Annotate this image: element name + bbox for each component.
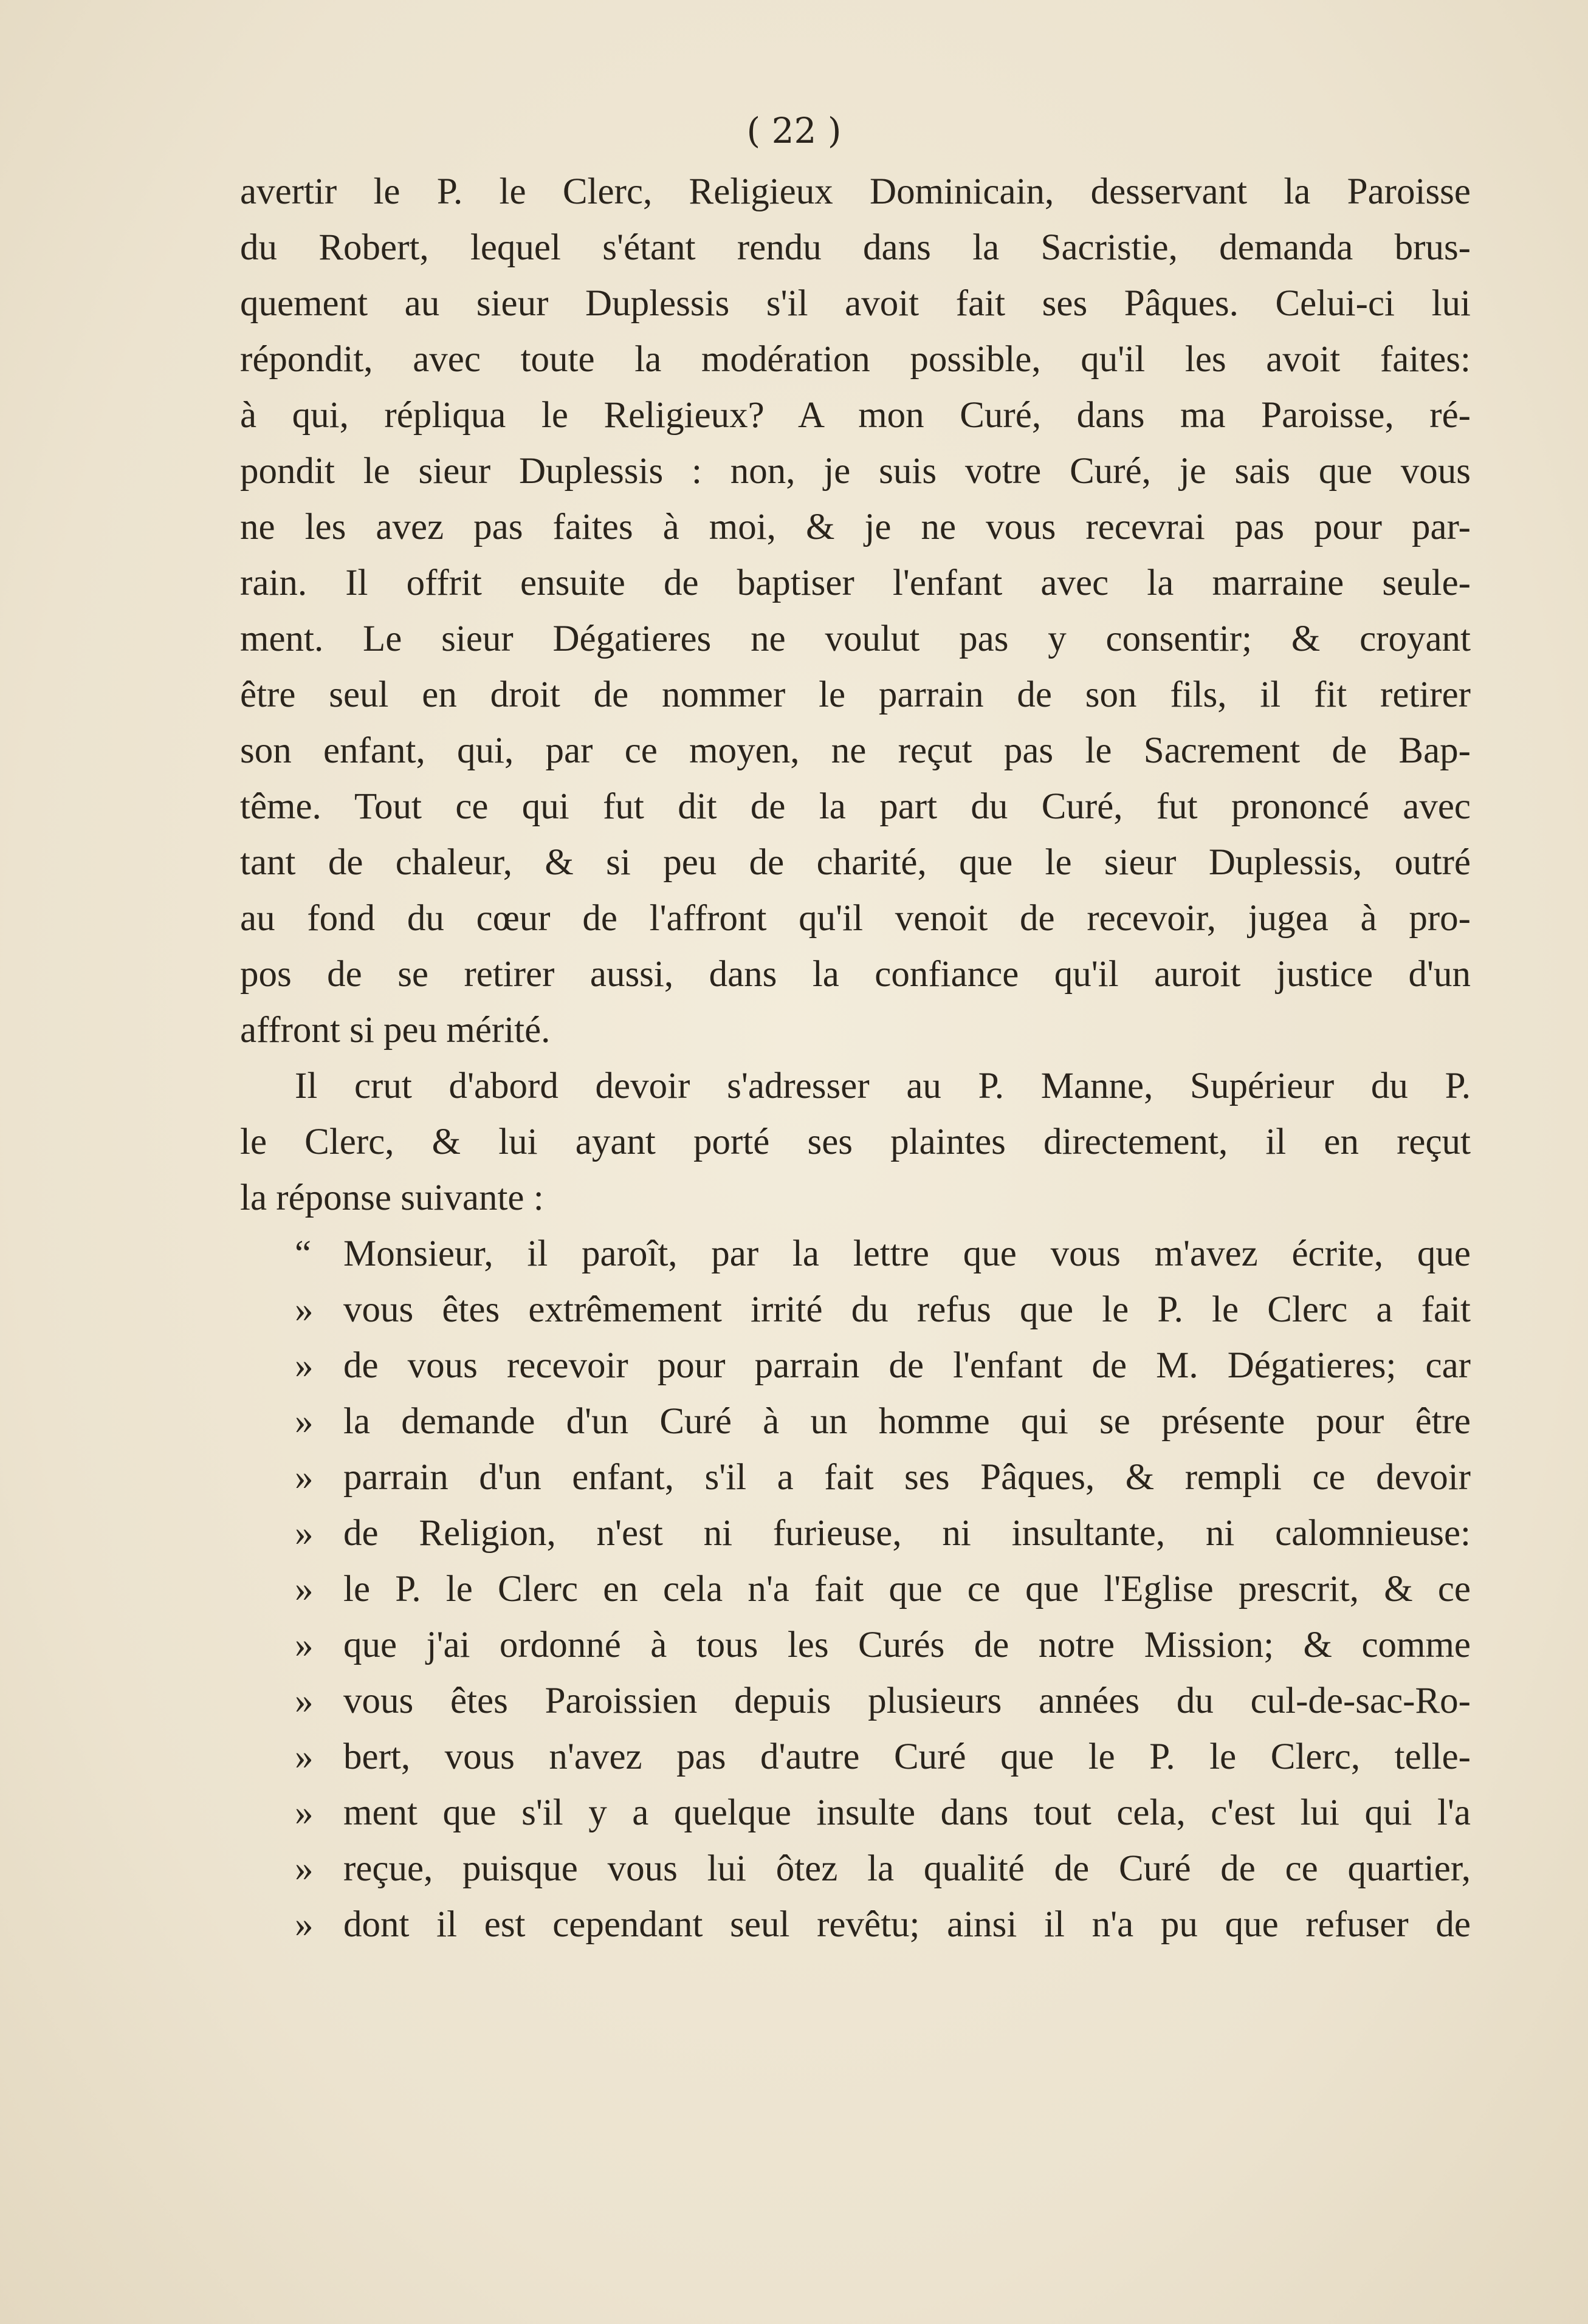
letter-line xyxy=(295,1785,1471,1841)
letter-text: parrain d'un enfant, s'il a fait ses Pâques, & rempli ce devoir xyxy=(343,1457,1471,1498)
text-line: quement au sieur Duplessis s'il avoit fait ses Pâques. Celui-ci lui xyxy=(240,283,1471,324)
letter-text: ment que s'il y a quelque insulte dans tout cela, c'est lui qui l'a xyxy=(343,1792,1471,1833)
page-number: ( 22 ) xyxy=(746,110,842,151)
letter-line xyxy=(295,1450,1471,1506)
text-line: affront si peu mérité. xyxy=(240,1010,551,1051)
letter-line xyxy=(295,1617,1471,1673)
letter-text: vous êtes Paroissien depuis plusieurs années du cul-de-sac-Ro- xyxy=(343,1681,1471,1721)
text-line: rain. Il offrit ensuite de baptiser l'enfant avec la marraine seule- xyxy=(240,563,1471,603)
text-line: tême. Tout ce qui fut dit de la part du Curé, fut prononcé avec xyxy=(240,786,1471,827)
quote-mark: » xyxy=(295,1289,314,1330)
text-line: du Robert, lequel s'étant rendu dans la Sacristie, demanda brus- xyxy=(240,227,1471,268)
letter-text: dont il est cependant seul revêtu; ainsi il n'a pu que refuser de xyxy=(343,1904,1471,1945)
letter-text: que j'ai ordonné à tous les Curés de notre Mission; & comme xyxy=(343,1625,1471,1665)
text-line: ment. Le sieur Dégatieres ne voulut pas y consentir; & croyant xyxy=(240,619,1471,659)
paragraph-2 xyxy=(240,1058,1471,1226)
letter-line xyxy=(295,1394,1471,1450)
letter-line xyxy=(295,1506,1471,1561)
letter-text: de Religion, n'est ni furieuse, ni insultante, ni calomnieuse: xyxy=(343,1513,1471,1554)
letter-line xyxy=(295,1729,1471,1785)
text-line: tant de chaleur, & si peu de charité, que le sieur Duplessis, outré xyxy=(240,842,1471,883)
letter-line xyxy=(295,1226,1471,1282)
letter-line xyxy=(295,1338,1471,1394)
letter-text: bert, vous n'avez pas d'autre Curé que le P. le Clerc, telle- xyxy=(343,1736,1471,1777)
quote-mark: » xyxy=(295,1345,314,1386)
body-text xyxy=(240,164,1471,1953)
text-line: ne les avez pas faites à moi, & je ne vous recevrai pas pour par- xyxy=(240,507,1471,547)
text-line: répondit, avec toute la modération possible, qu'il les avoit faites: xyxy=(240,339,1471,380)
letter-text: le P. le Clerc en cela n'a fait que ce que l'Eglise prescrit, & ce xyxy=(343,1569,1471,1609)
letter-line xyxy=(295,1841,1471,1897)
text-line: pos de se retirer aussi, dans la confiance qu'il auroit justice d'un xyxy=(240,954,1471,995)
letter-line xyxy=(295,1561,1471,1617)
paragraph-1 xyxy=(240,164,1471,1058)
quote-mark: » xyxy=(295,1569,314,1609)
letter-line xyxy=(295,1282,1471,1338)
text-line: son enfant, qui, par ce moyen, ne reçut pas le Sacrement de Bap- xyxy=(240,730,1471,771)
letter-line xyxy=(295,1897,1471,1953)
letter-text: vous êtes extrêmement irrité du refus que le P. le Clerc a fait xyxy=(343,1289,1471,1330)
quote-mark: “ xyxy=(295,1233,312,1274)
quote-mark: » xyxy=(295,1904,314,1945)
text-line: Il crut d'abord devoir s'adresser au P. Manne, Supérieur du P. xyxy=(295,1066,1471,1106)
quote-mark: » xyxy=(295,1792,314,1833)
letter-text: la demande d'un Curé à un homme qui se présente pour être xyxy=(343,1401,1471,1442)
letter-line xyxy=(295,1673,1471,1729)
text-line: le Clerc, & lui ayant porté ses plaintes directement, il en reçut xyxy=(240,1122,1471,1162)
letter-text: reçue, puisque vous lui ôtez la qualité de Curé de ce quartier, xyxy=(343,1848,1471,1889)
quote-mark: » xyxy=(295,1681,314,1721)
quote-mark: » xyxy=(295,1625,314,1665)
letter-text: de vous recevoir pour parrain de l'enfant de M. Dégatieres; car xyxy=(343,1345,1471,1386)
quote-mark: » xyxy=(295,1513,314,1554)
text-line: être seul en droit de nommer le parrain de son fils, il fit retirer xyxy=(240,674,1471,715)
quote-mark: » xyxy=(295,1848,314,1889)
text-line: pondit le sieur Duplessis : non, je suis votre Curé, je sais que vous xyxy=(240,451,1471,492)
text-line: au fond du cœur de l'affront qu'il venoit de recevoir, jugea à pro- xyxy=(240,898,1471,939)
text-line: la réponse suivante : xyxy=(240,1177,544,1218)
quote-mark: » xyxy=(295,1401,314,1442)
quote-mark: » xyxy=(295,1736,314,1777)
quoted-letter xyxy=(240,1226,1471,1953)
quote-mark: » xyxy=(295,1457,314,1498)
letter-text: Monsieur, il paroît, par la lettre que vous m'avez écrite, que xyxy=(343,1233,1471,1274)
text-line: à qui, répliqua le Religieux? A mon Curé, dans ma Paroisse, ré- xyxy=(240,395,1471,436)
text-line: avertir le P. le Clerc, Religieux Dominicain, desservant la Paroisse xyxy=(240,171,1471,212)
